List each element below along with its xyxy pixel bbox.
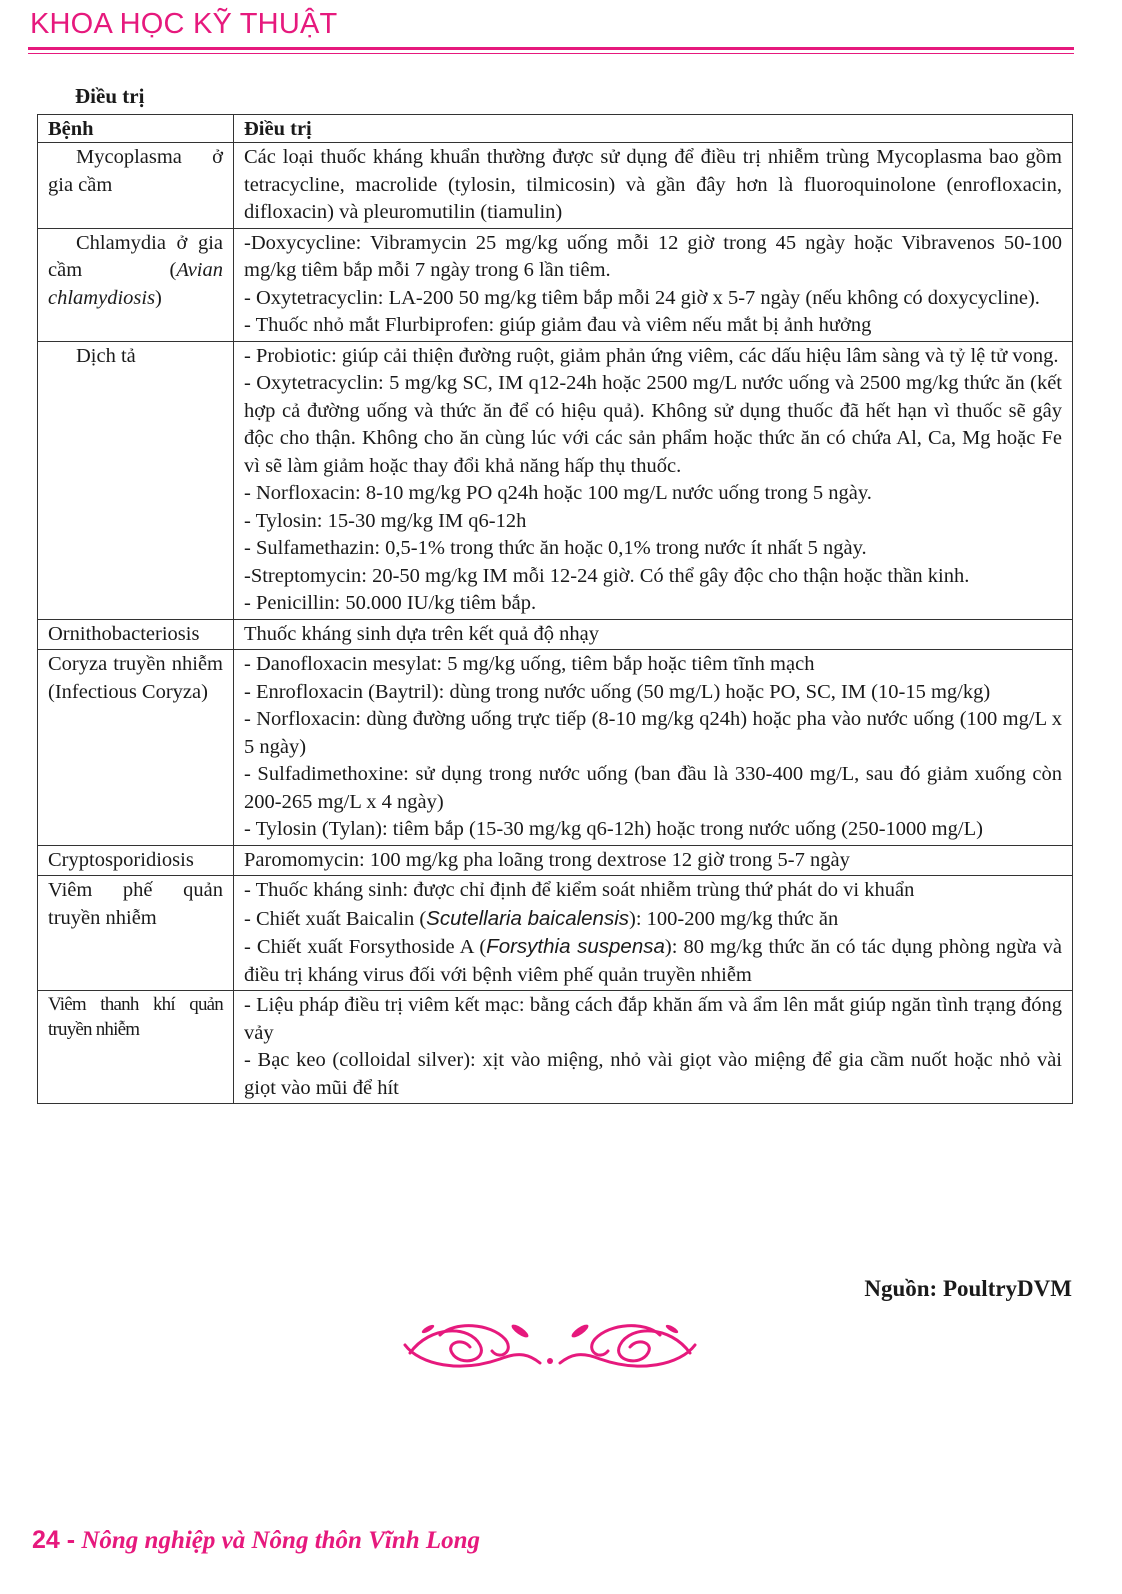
section-title: Điều trị <box>75 84 145 108</box>
treatment-cell <box>234 228 1073 341</box>
treatment-line: - Tylosin (Tylan): tiêm bắp (15-30 mg/kg q6-12h) hoặc trong nước uống (250-1000 mg/L) <box>244 818 983 840</box>
header-rule-thin <box>28 53 1074 54</box>
treatment-line: - Sulfamethazin: 0,5-1% trong thức ăn hoặc 0,1% trong nước ít nhất 5 ngày. <box>244 537 867 559</box>
disease-cell <box>38 341 234 619</box>
publication-name: Nông nghiệp và Nông thôn Vĩnh Long <box>81 1527 481 1554</box>
disease-cell: Viêm thanh khí quản truyền nhiễm <box>38 991 234 1104</box>
treatment-line: - Bạc keo (colloidal silver): xịt vào miệng, nhỏ vài giọt vào miệng để gia cầm nuốt hoặc nhỏ vài giọt vào mũi để hít <box>244 1049 1062 1099</box>
disease-cell: Ornithobacteriosis <box>38 619 234 650</box>
treatment-line: - Liệu pháp điều trị viêm kết mạc: bằng cách đắp khăn ấm và ẩm lên mắt giúp ngăn tình trạng đóng vảy <box>244 994 1062 1044</box>
table-row <box>38 143 1073 229</box>
treatment-line: - Norfloxacin: dùng đường uống trực tiếp (8-10 mg/kg q24h) hoặc pha vào nước uống (100 mg/L x 5 ngày) <box>244 708 1062 758</box>
table-row <box>38 619 1073 650</box>
treatment-line: - Penicillin: 50.000 IU/kg tiêm bắp. <box>244 592 537 614</box>
disease-cell: Viêm phế quản truyền nhiễm <box>38 876 234 991</box>
treatment-cell: Thuốc kháng sinh dựa trên kết quả độ nhạy <box>234 619 1073 650</box>
treatment-line: - Enrofloxacin (Baytril): dùng trong nước uống (50 mg/L) hoặc PO, SC, IM (10-15 mg/kg) <box>244 680 991 703</box>
treatment-line: - Norfloxacin: 8-10 mg/kg PO q24h hoặc 100 mg/L nước uống trong 5 ngày. <box>244 482 872 504</box>
page-number: 24 - <box>32 1526 76 1554</box>
treatment-line: - Danofloxacin mesylat: 5 mg/kg uống, tiêm bắp hoặc tiêm tĩnh mạch <box>244 653 815 675</box>
table-row <box>38 228 1073 341</box>
treatment-line: - Oxytetracyclin: LA-200 50 mg/kg tiêm bắp mỗi 24 giờ x 5-7 ngày (nếu không có doxycycline). <box>244 286 1040 309</box>
treatment-line: - Sulfadimethoxine: sử dụng trong nước uống (ban đầu là 330-400 mg/L, sau đó giảm xuống còn 200-265 mg/L x 4 ngày) <box>244 763 1062 813</box>
treatment-line: - Thuốc nhỏ mắt Flurbiprofen: giúp giảm đau và viêm nếu mắt bị ảnh hưởng <box>244 314 872 336</box>
table-header-row <box>38 115 1073 143</box>
treatment-table <box>37 114 1073 1104</box>
treatment-line: - Chiết xuất Baicalin (Scutellaria baicalensis): 100-200 mg/kg thức ăn <box>244 906 839 930</box>
treatment-cell <box>234 991 1073 1104</box>
disease-name: Chlamydia ở gia cầm (Avian chlamydiosis) <box>48 231 223 309</box>
treatment-cell <box>234 650 1073 846</box>
column-header-treatment: Điều trị <box>234 115 1073 143</box>
treatment-cell: Paromomycin: 100 mg/kg pha loãng trong dextrose 12 giờ trong 5-7 ngày <box>234 845 1073 876</box>
treatment-cell <box>234 876 1073 991</box>
column-header-disease: Bệnh <box>38 115 234 143</box>
treatment-line: - Tylosin: 15-30 mg/kg IM q6-12h <box>244 509 527 532</box>
treatment-line: - Chiết xuất Forsythoside A (Forsythia suspensa): 80 mg/kg thức ăn có tác dụng phòng ngừa và điều trị kháng virus đối với bệnh viêm phế quản truyền nhiễm <box>244 935 1063 986</box>
disease-cell: Cryptosporidiosis <box>38 845 234 876</box>
table-row <box>38 650 1073 846</box>
treatment-line: -Streptomycin: 20-50 mg/kg IM mỗi 12-24 giờ. Có thể gây độc cho thận hoặc thần kinh. <box>244 564 970 587</box>
source-credit: Nguồn: PoultryDVM <box>864 1276 1072 1301</box>
disease-cell <box>38 143 234 229</box>
table-row <box>38 991 1073 1104</box>
flourish-ornament-icon <box>400 1315 700 1373</box>
disease-cell: Coryza truyền nhiễm (Infectious Coryza) <box>38 650 234 846</box>
treatment-line: - Oxytetracyclin: 5 mg/kg SC, IM q12-24h hoặc 2500 mg/L nước uống và 2500 mg/kg thức ăn (kết hợp cả đường uống và thức ăn để có hiệu quả). Không sử dụng thuốc đã hết hạn vì thuốc sẽ gây độc cho thận. Không cho ăn cùng lúc với các sản phẩm hoặc thức ăn có chứa Al, Ca, Mg hoặc Fe vì sẽ làm giảm hoặc thay đổi khả năng hấp thụ thuốc. <box>244 372 1062 477</box>
table-row <box>38 341 1073 619</box>
treatment-cell <box>234 143 1073 229</box>
page-footer <box>32 1526 480 1555</box>
table-row <box>38 876 1073 991</box>
treatment-cell <box>234 341 1073 619</box>
disease-name: Mycoplasma ở gia cầm <box>48 146 223 196</box>
treatment-line: -Doxycycline: Vibramycin 25 mg/kg uống mỗi 12 giờ trong 45 ngày hoặc Vibravenos 50-100 mg/kg tiêm bắp mỗi 7 ngày trong 6 lần tiêm. <box>244 231 1062 281</box>
table-row <box>38 845 1073 876</box>
disease-cell <box>38 228 234 341</box>
header-rule <box>28 47 1074 50</box>
treatment-line: Các loại thuốc kháng khuẩn thường được sử dụng để điều trị nhiễm trùng Mycoplasma bao gồm tetracycline, macrolide (tylosin, tilmicosin) và gần đây hơn là fluoroquinolone (enrofloxacin, difloxacin) và pleuromutilin (tiamulin) <box>244 146 1062 223</box>
treatment-line: - Thuốc kháng sinh: được chỉ định để kiểm soát nhiễm trùng thứ phát do vi khuẩn <box>244 879 915 901</box>
treatment-line: - Probiotic: giúp cải thiện đường ruột, giảm phản ứng viêm, các dấu hiệu lâm sàng và tỷ lệ tử vong. <box>244 344 1059 367</box>
section-header: KHOA HỌC KỸ THUẬT <box>30 8 338 40</box>
disease-name: Dịch tả <box>76 344 136 367</box>
